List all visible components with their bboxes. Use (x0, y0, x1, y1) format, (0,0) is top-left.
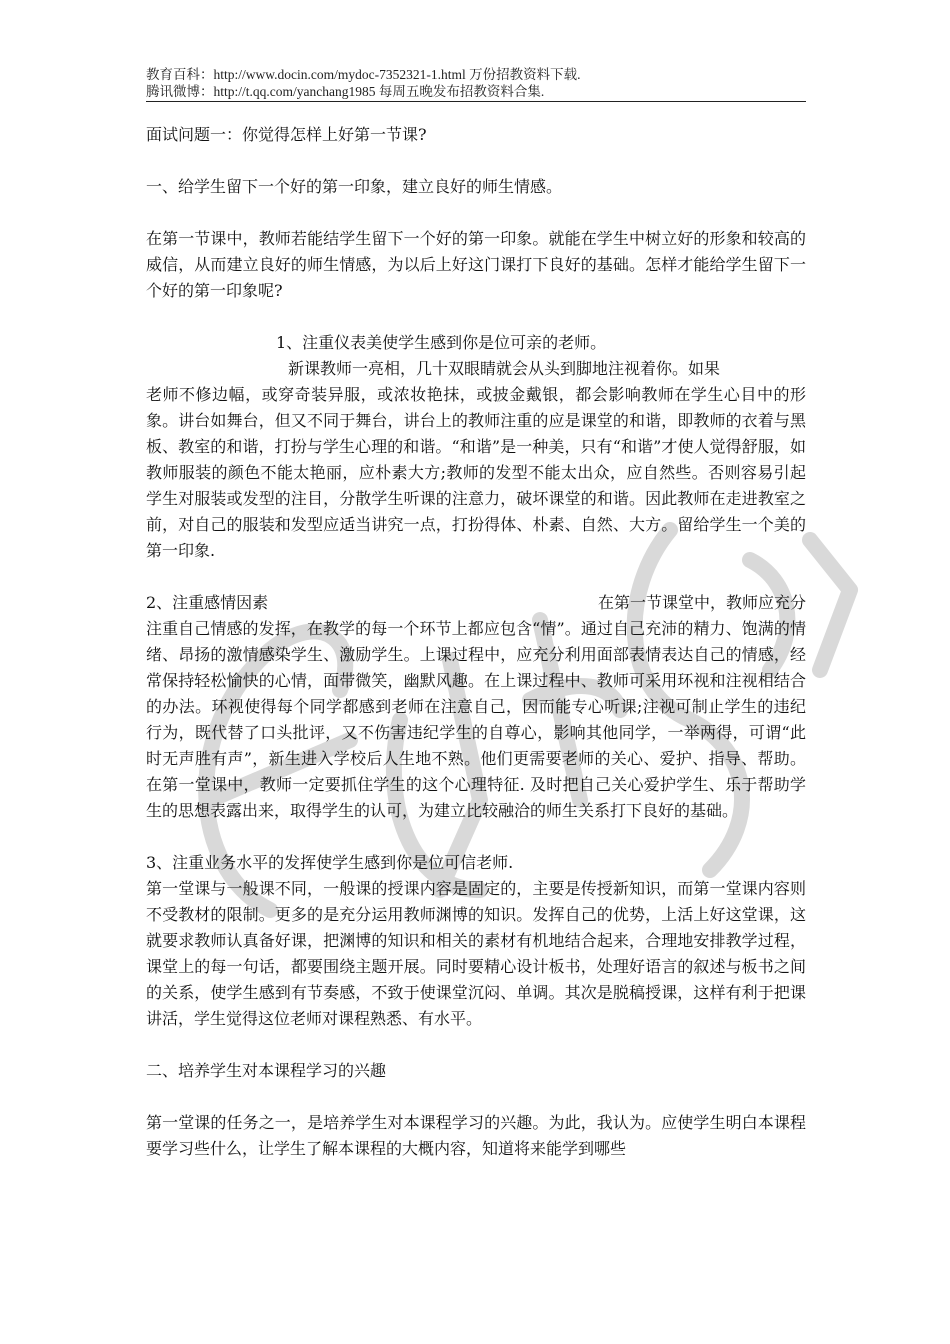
document-body (146, 122, 806, 1162)
point-3-title: 3、注重业务水平的发挥使学生感到你是位可信老师. (146, 853, 514, 872)
point-1-first-line: 新课教师一亮相，几十双眼睛就会从头到脚地注视着你。如果 (288, 359, 721, 378)
interview-question: 面试问题一：你觉得怎样上好第一节课? (146, 125, 427, 144)
section-1-title: 一、给学生留下一个好的第一印象，建立良好的师生情感。 (146, 177, 563, 196)
point-3-body: 第一堂课与一般课不同，一般课的授课内容是固定的，主要是传授新知识，而第一堂课内容则不受教材的限制。更多的是充分运用教师渊博的知识。发挥自己的优势，上活上好这堂课，这就要求教师认真备好课，把渊博的知识和相关的素材有机地结合起来，合理地安排教学过程，课堂上的每一句话，都要围绕主题开展。同时要精心设计板书，处理好语言的叙述与板书之间的关系，使学生感到有节奏感，不致于使课堂沉闷、单调。其次是脱稿授课，这样有利于把课讲活，学生觉得这位老师对课程熟悉、有水平。 (146, 879, 806, 1028)
page-header (146, 66, 806, 100)
point-1-title: 1、注重仪表美使学生感到你是位可亲的老师。 (276, 333, 607, 352)
point-2-title: 2、注重感情因素 (146, 593, 269, 612)
section-2-title: 二、培养学生对本课程学习的兴趣 (146, 1061, 387, 1080)
section-1-intro: 在第一节课中，教师若能结学生留下一个好的第一印象。就能在学生中树立好的形象和较高的威信，从而建立良好的师生情感，为以后上好这门课打下良好的基础。怎样才能给学生留下一个好的第一印象呢? (146, 229, 806, 300)
point-2-body: 注重自己情感的发挥，在教学的每一个环节上都应包含“情”。通过自己充沛的精力、饱满的情绪、昂扬的激情感染学生、激励学生。上课过程中，应充分利用面部表情表达自己的情感，经常保持轻松愉快的心情，面带微笑，幽默风趣。在上课过程中、教师可采用环视和注视相结合的办法。环视使得每个同学都感到老师在注意自己，因而能专心听课;注视可制止学生的违纪行为，既代替了口头批评，又不伤害违纪学生的自尊心，影响其他同学，一举两得，可谓“此时无声胜有声”，新生进入学校后人生地不熟。他们更需要老师的关心、爱护、指导、帮助。在第一堂课中，教师一定要抓住学生的这个心理特征. 及时把自己关心爱护学生、乐于帮助学生的思想表露出来，取得学生的认可，为建立比较融洽的师生关系打下良好的基础。 (146, 619, 806, 820)
header-line-1: 教育百科：http://www.docin.com/mydoc-7352321-1.html 万份招教资料下载. (146, 67, 581, 82)
point-2-first-line: 在第一节课堂中，教师应充分 (597, 593, 806, 612)
header-line-2: 腾讯微博：http://t.qq.com/yanchang1985 每周五晚发布招教资料合集. (146, 84, 545, 99)
point-1-body: 老师不修边幅，或穿奇装异服，或浓妆艳抹，或披金戴银，都会影响教师在学生心目中的形象。讲台如舞台，但又不同于舞台，讲台上的教师注重的应是课堂的和谐，即教师的衣着与黑板、教室的和谐，打扮与学生心理的和谐。“和谐”是一种美，只有“和谐”才使人觉得舒服，如教师服装的颜色不能太艳丽，应朴素大方;教师的发型不能太出众，应自然些。否则容易引起学生对服装或发型的注目，分散学生听课的注意力，破坏课堂的和谐。因此教师在走进教室之前，对自己的服装和发型应适当讲究一点，打扮得体、朴素、自然、大方。留给学生一个美的第一印象. (146, 385, 806, 560)
section-2-body: 第一堂课的任务之一，是培养学生对本课程学习的兴趣。为此，我认为。应使学生明白本课程要学习些什么，让学生了解本课程的大概内容，知道将来能学到哪些 (146, 1113, 806, 1158)
header-divider (146, 101, 806, 102)
